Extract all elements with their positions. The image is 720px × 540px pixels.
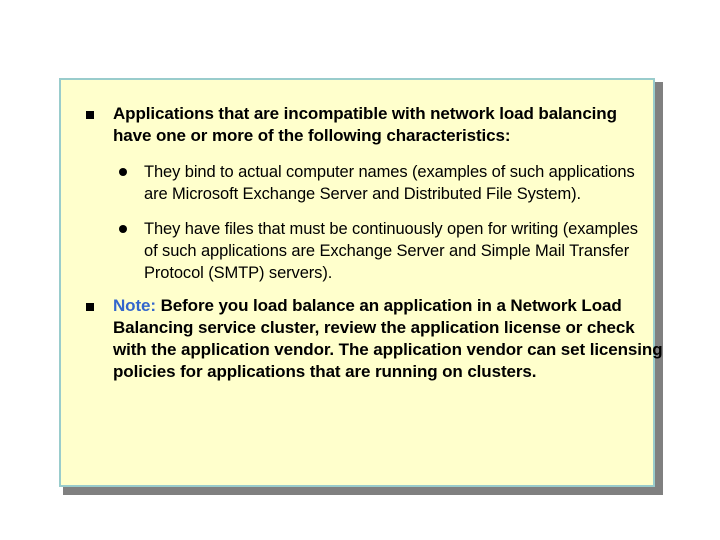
sub-bullet-text: They bind to actual computer names (examples of such applications are Microsoft Exchange Server and Distributed File System). — [144, 163, 635, 203]
round-bullet-icon — [119, 168, 127, 176]
square-bullet-icon — [86, 303, 94, 311]
note-label: Note: — [113, 296, 156, 315]
round-bullet-icon — [119, 225, 127, 233]
bullet-note — [113, 295, 663, 383]
square-bullet-icon — [86, 111, 94, 119]
bullet-incompatible-apps — [113, 103, 658, 147]
bullet-text: Applications that are incompatible with network load balancing have one or more of the following characteristics: — [113, 104, 617, 145]
sub-bullet-computer-names — [144, 161, 654, 205]
note-text: Before you load balance an application in a Network Load Balancing service cluster, review the application license or check with the application vendor. The application vendor can set licensing policies for applications that are running on clusters. — [113, 296, 663, 381]
sub-bullet-open-files — [144, 218, 654, 284]
sub-bullet-text: They have files that must be continuously open for writing (examples of such applications are Exchange Server and Simple Mail Transfer Protocol (SMTP) servers). — [144, 220, 638, 282]
